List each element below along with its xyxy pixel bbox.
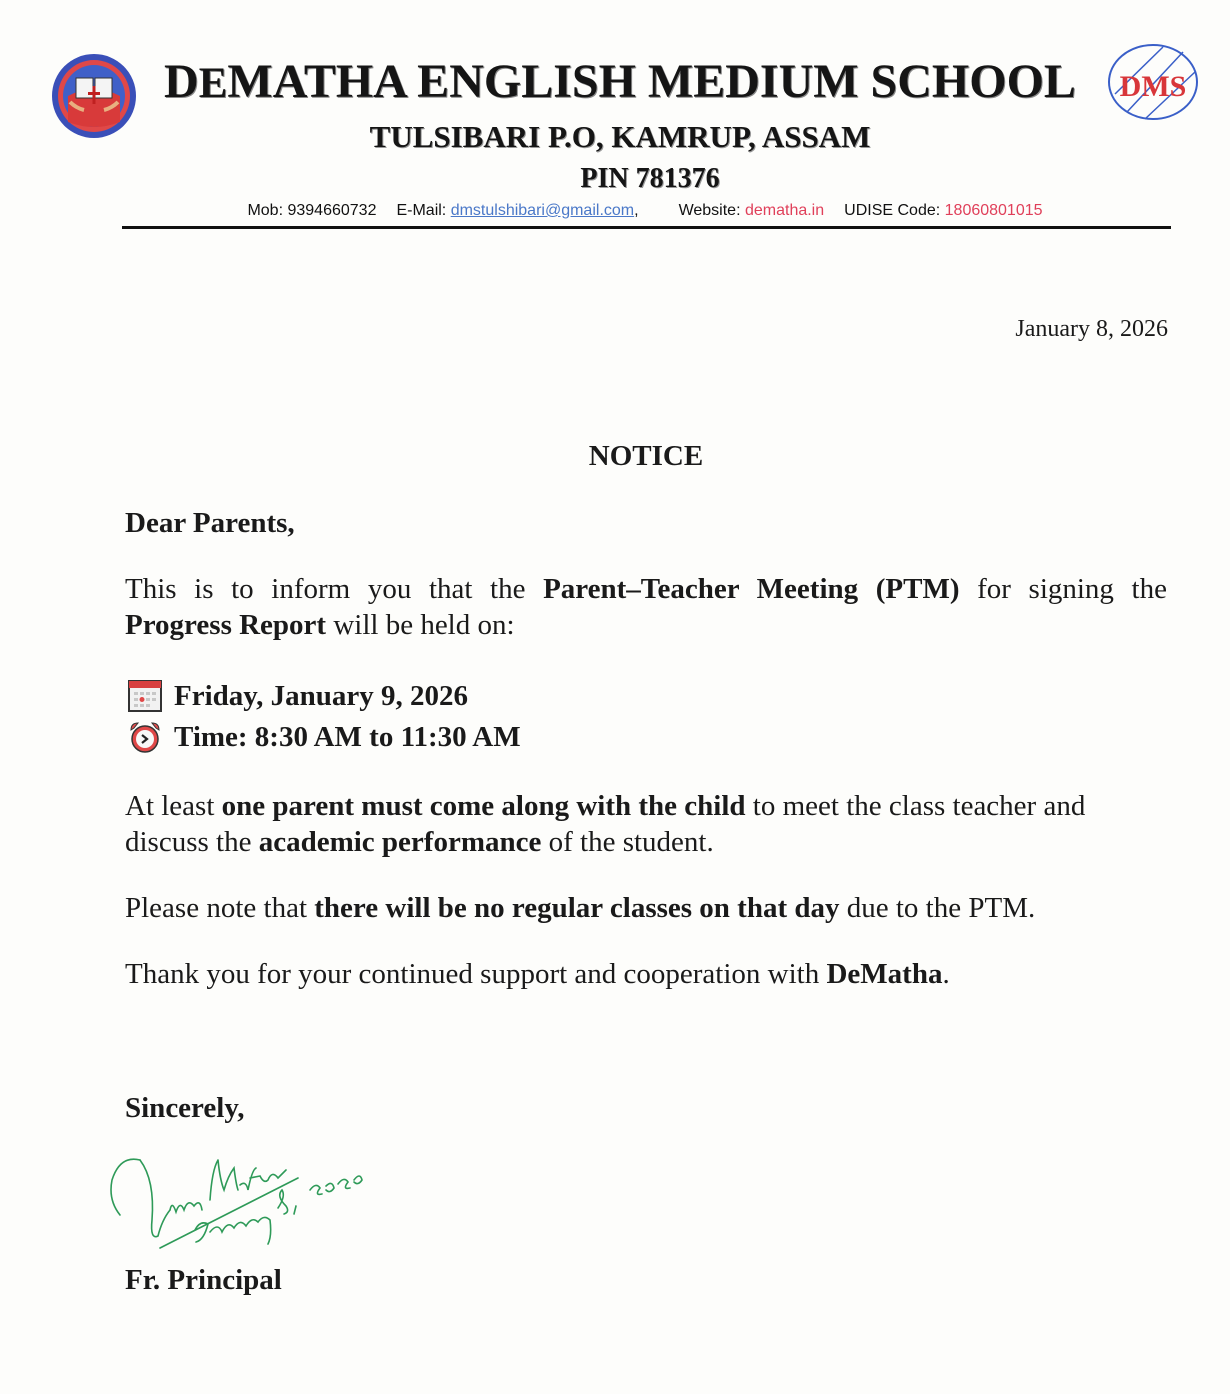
header-divider [122, 226, 1171, 229]
event-time: Time: 8:30 AM to 11:30 AM [174, 721, 521, 753]
no-classes-paragraph: Please note that there will be no regular classes on that day due to the PTM. [125, 892, 1036, 924]
school-pin: PIN 781376 [580, 163, 720, 194]
alarm-clock-icon [128, 720, 162, 754]
school-name: DEMATHA ENGLISH MEDIUM SCHOOL [164, 55, 1076, 108]
event-time-row [128, 719, 521, 755]
email-label: E-Mail: [396, 202, 447, 219]
mobile-number: 9394660732 [287, 202, 377, 219]
dms-logo [1105, 42, 1200, 122]
signer-title: Fr. Principal [125, 1264, 282, 1296]
notice-title: NOTICE [588, 440, 704, 472]
mobile-label: Mob: [247, 202, 284, 219]
salutation: Dear Parents, [125, 507, 295, 539]
email-suffix: , [634, 202, 639, 219]
website-link[interactable]: dematha.in [744, 202, 825, 219]
intro-paragraph: This is to inform you that the Parent–Teacher Meeting (PTM) for signing the Progress Report will be held on: [125, 573, 1167, 641]
udise-label: UDISE Code: [844, 202, 941, 219]
attendance-paragraph: At least one parent must come along with the child to meet the class teacher and discuss the academic performance of the student. [125, 790, 1086, 858]
event-date-row [128, 678, 468, 714]
contact-line [140, 200, 1150, 222]
notice-date: January 8, 2026 [1015, 316, 1168, 342]
event-date: Friday, January 9, 2026 [174, 680, 469, 712]
handwritten-signature [100, 1140, 380, 1258]
closing: Sincerely, [125, 1092, 245, 1124]
website-label: Website: [678, 202, 741, 219]
dms-logo-text: DMS [1119, 70, 1187, 103]
calendar-icon [128, 679, 162, 713]
school-crest-logo [50, 52, 138, 140]
email-link[interactable]: dmstulshibari@gmail.com [450, 202, 635, 219]
udise-code: 18060801015 [944, 202, 1043, 219]
school-address: TULSIBARI P.O, KAMRUP, ASSAM [369, 119, 871, 154]
thanks-paragraph: Thank you for your continued support and cooperation with DeMatha. [125, 958, 950, 990]
